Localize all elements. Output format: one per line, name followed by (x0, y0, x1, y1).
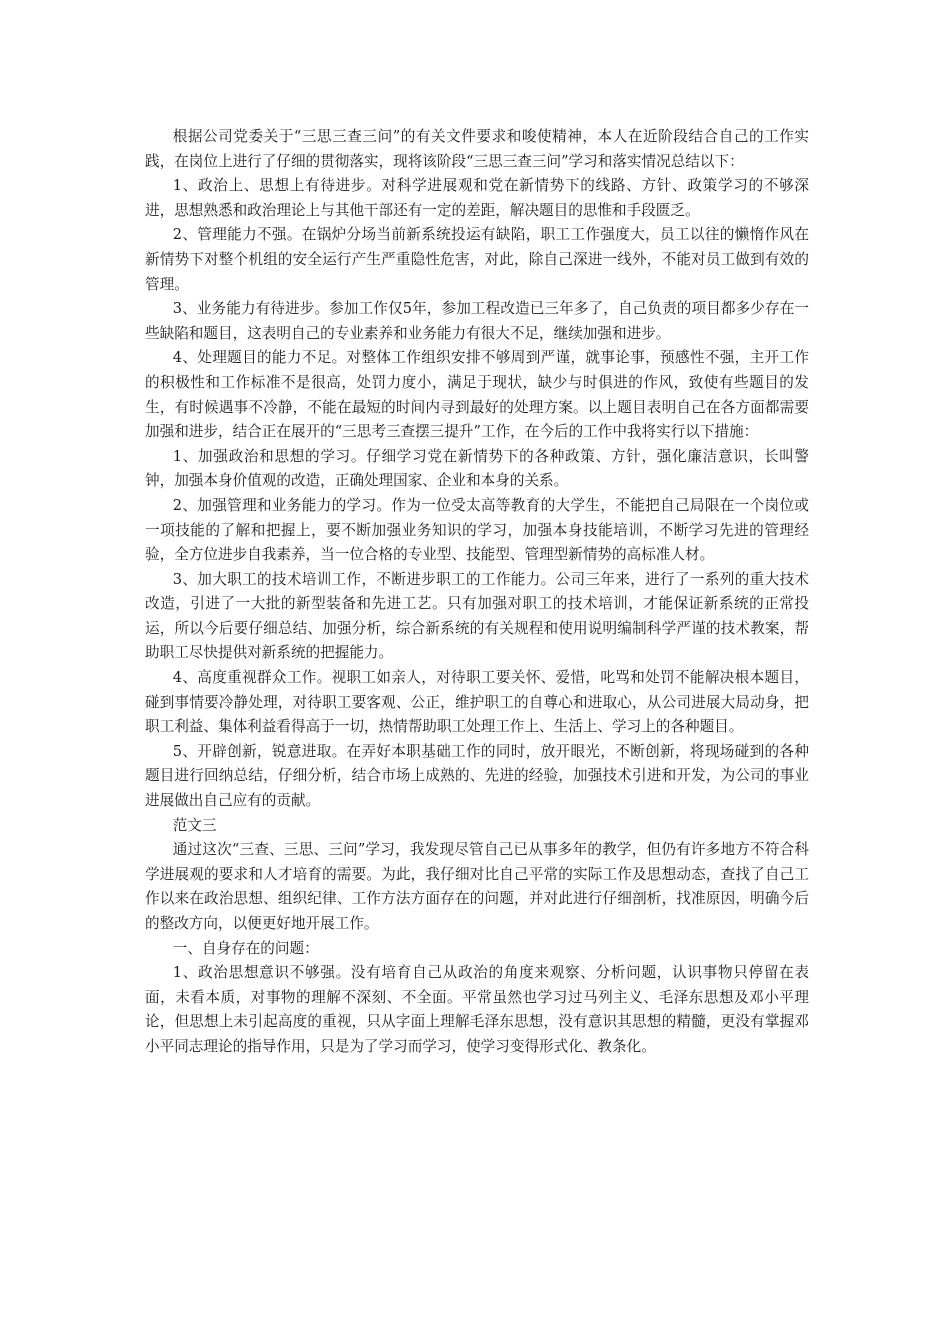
section-intro-paragraph: 通过这次“三查、三思、三问”学习，我发现尽管自己已从事多年的教学，但仍有许多地方不符合科学进展观的要求和人才培育的需要。为此，我仔细对比自己平常的实际工作及思想动态，查找了自己工作以来在政治思想、组织纪律、工作方法方面存在的问题，并对此进行仔细剖析，找准原因，明确今后的整改方向，以便更好地开展工作。 (145, 841, 809, 932)
problem-3-paragraph: 3、业务能力有待进步。参加工作仅5年，参加工程改造已三年多了，自己负责的项目都多少存在一些缺陷和题目，这表明自己的专业素养和业务能力有很大不足，继续加强和进步。 (145, 300, 809, 342)
document-body (145, 125, 809, 1060)
issue-1-paragraph: 1、政治思想意识不够强。没有培育自己从政治的角度来观察、分析问题，认识事物只停留在表面，未看本质，对事物的理解不深刻、不全面。平常虽然也学习过马列主义、毛泽东思想及邓小平理论，但思想上未引起高度的重视，只从字面上理解毛泽东思想，没有意识其思想的精髓，更没有掌握邓小平同志理论的指导作用，只是为了学习而学习，使学习变得形式化、教条化。 (145, 964, 809, 1055)
intro-paragraph: 根据公司党委关于“三思三查三问”的有关文件要求和唆使精神，本人在近阶段结合自己的工作实践，在岗位上进行了仔细的贯彻落实，现将该阶段“三思三查三问”学习和落实情况总结以下： (145, 128, 809, 170)
problem-1-paragraph: 1、政治上、思想上有待进步。对科学进展观和党在新情势下的线路、方针、政策学习的不够深进，思想熟悉和政治理论上与其他干部还有一定的差距，解决题目的思惟和手段匮乏。 (145, 177, 809, 219)
measure-2-paragraph: 2、加强管理和业务能力的学习。作为一位受太高等教育的大学生，不能把自己局限在一个岗位或一项技能的了解和把握上，要不断加强业务知识的学习，加强本身技能培训，不断学习先进的管理经验，全方位进步自我素养，当一位合格的专业型、技能型、管理型新情势的高标准人材。 (145, 496, 809, 564)
problem-4-paragraph: 4、处理题目的能力不足。对整体工作组织安排不够周到严谨，就事论事，预感性不强，主开工作的积极性和工作标准不是很高，处罚力度小，满足于现状，缺少与时俱进的作风，致使有些题目的发生，有时候遇事不冷静，不能在最短的时间内寻到最好的处理方案。以上题目表明自己在各方面都需要加强和进步，结合正在展开的“三思考三查摆三提升”工作，在今后的工作中我将实行以下措施： (145, 349, 809, 441)
section-title: 范文三 (172, 816, 217, 834)
problem-2-paragraph: 2、管理能力不强。在锅炉分场当前新系统投运有缺陷，职工工作强度大，员工以往的懒惰作风在新情势下对整个机组的安全运行产生严重隐性危害，对此，除自己深进一线外，不能对员工做到有效的管理。 (145, 226, 809, 293)
measure-3-paragraph: 3、加大职工的技术培训工作，不断进步职工的工作能力。公司三年来，进行了一系列的重大技术改造，引进了一大批的新型装备和先进工艺。只有加强对职工的技术培训，才能保证新系统的正常投运，所以今后要仔细总结、加强分析，综合新系统的有关规程和使用说明编制科学严谨的技术教案，帮助职工尽快提供对新系统的把握能力。 (145, 570, 809, 662)
measure-1-paragraph: 1、加强政治和思想的学习。仔细学习党在新情势下的各种政策、方针，强化廉洁意识，长叫警钟，加强本身价值观的改造，正确处理国家、企业和本身的关系。 (145, 447, 809, 490)
measure-5-paragraph: 5、开辟创新，锐意进取。在弄好本职基础工作的同时，放开眼光，不断创新，将现场碰到的各种题目进行回纳总结，仔细分析，结合市场上成熟的、先进的经验，加强技术引进和开发，为公司的事业进展做出自己应有的贡献。 (145, 742, 809, 810)
measure-4-paragraph: 4、高度重视群众工作。视职工如亲人，对待职工要关怀、爱惜，叱骂和处罚不能解决根本题目，碰到事情要冷静处理，对待职工要客观、公正，维护职工的自尊心和进取心，从公司进展大局动身，把职工利益、集体利益看得高于一切，热情帮助职工处理工作上、生活上、学习上的各种题目。 (145, 669, 809, 736)
subsection-heading: 一、自身存在的问题： (172, 939, 319, 957)
